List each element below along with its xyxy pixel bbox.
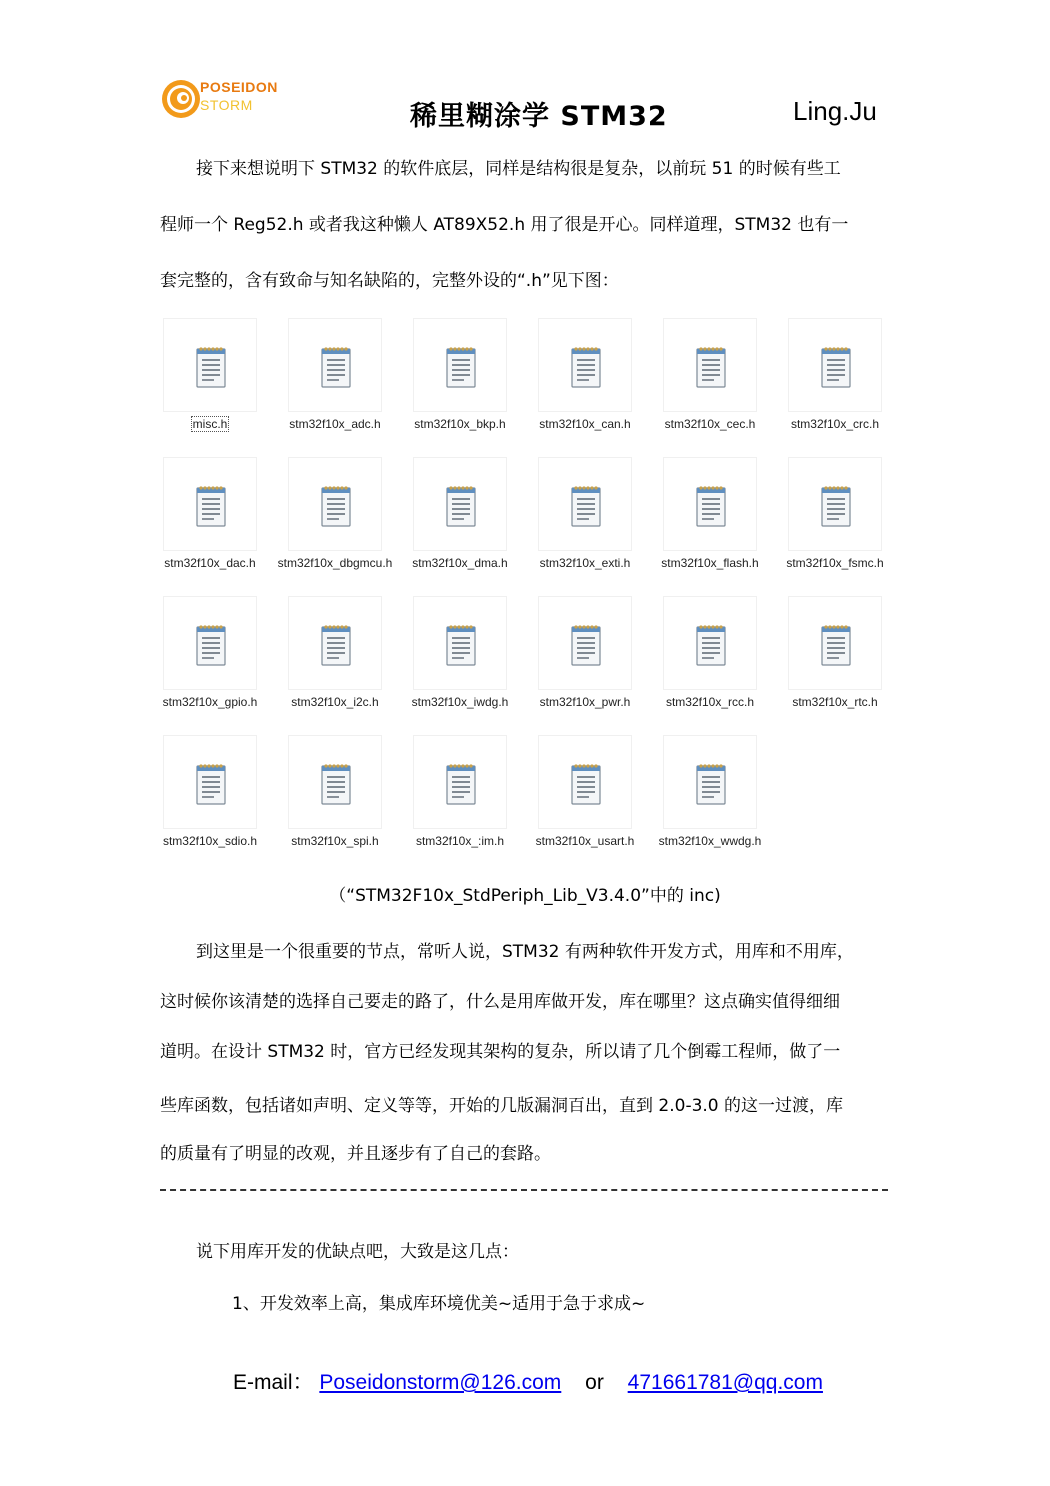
file-name-label — [515, 417, 655, 431]
swirl-logo-icon — [160, 78, 202, 120]
file-icon-item[interactable] — [275, 455, 395, 580]
notepad-file-icon — [444, 623, 478, 667]
file-name-text: stm32f10x_can.h — [539, 417, 631, 431]
notepad-file-icon — [194, 762, 228, 806]
file-icon-box[interactable] — [538, 457, 632, 551]
file-name-label — [140, 417, 280, 431]
file-name-text: stm32f10x_dbgmcu.h — [277, 556, 393, 570]
file-name-text: misc.h — [192, 417, 228, 431]
notepad-file-icon — [444, 484, 478, 528]
file-name-label — [265, 556, 405, 570]
file-icon-item[interactable] — [400, 594, 520, 719]
notepad-file-icon — [569, 623, 603, 667]
file-name-label — [515, 834, 655, 848]
file-icon-box[interactable] — [413, 457, 507, 551]
file-icon-item[interactable] — [275, 733, 395, 858]
file-icon-box[interactable] — [413, 318, 507, 412]
poseidon-storm-logo — [160, 76, 300, 122]
file-icon-box[interactable] — [163, 596, 257, 690]
notepad-file-icon — [569, 762, 603, 806]
file-icon-item[interactable] — [775, 316, 895, 441]
body-line: 的质量有了明显的改观，并且逐步有了自己的套路。 — [160, 1144, 551, 1164]
logo-text-storm: STORM — [200, 97, 253, 113]
notepad-file-icon — [694, 484, 728, 528]
notepad-file-icon — [694, 762, 728, 806]
file-icon-box[interactable] — [663, 457, 757, 551]
notepad-file-icon — [694, 623, 728, 667]
email-label: E-mail： — [233, 1371, 314, 1394]
file-name-label — [265, 417, 405, 431]
file-name-label — [390, 695, 530, 709]
file-icon-item[interactable] — [275, 316, 395, 441]
file-name-text: stm32f10x_exti.h — [539, 556, 631, 570]
file-icon-box[interactable] — [288, 735, 382, 829]
file-icon-box[interactable] — [663, 735, 757, 829]
notepad-file-icon — [194, 623, 228, 667]
file-icon-box[interactable] — [663, 596, 757, 690]
file-icon-item[interactable] — [525, 455, 645, 580]
intro-line: 套完整的，含有致命与知名缺陷的，完整外设的“.h”见下图： — [160, 271, 619, 291]
file-name-label — [140, 834, 280, 848]
logo-text-poseidon: POSEIDON — [200, 79, 278, 95]
file-name-text: stm32f10x_crc.h — [790, 417, 880, 431]
file-icon-box[interactable] — [413, 735, 507, 829]
notepad-file-icon — [819, 623, 853, 667]
footer-contact — [233, 1366, 823, 1396]
file-name-text: stm32f10x_rtc.h — [792, 695, 878, 709]
file-icon-item[interactable] — [400, 455, 520, 580]
file-icon-box[interactable] — [538, 318, 632, 412]
notepad-file-icon — [569, 345, 603, 389]
file-name-label — [640, 695, 780, 709]
file-icon-item[interactable] — [775, 455, 895, 580]
notepad-file-icon — [194, 484, 228, 528]
file-icon-item[interactable] — [150, 594, 270, 719]
file-icon-box[interactable] — [288, 318, 382, 412]
body-line: 道明。在设计 STM32 时，官方已经发现其架构的复杂，所以请了几个倒霉工程师，做了一 — [160, 1042, 841, 1062]
author-name: Ling.Ju — [793, 96, 877, 126]
intro-line: 程师一个 Reg52.h 或者我这种懒人 AT89X52.h 用了很是开心。同样道理，STM32 也有一 — [160, 215, 849, 235]
file-icon-item[interactable] — [150, 455, 270, 580]
file-name-label — [515, 695, 655, 709]
notepad-file-icon — [194, 345, 228, 389]
notepad-file-icon — [444, 762, 478, 806]
notepad-file-icon — [819, 484, 853, 528]
notepad-file-icon — [444, 345, 478, 389]
pros-item-1: 1、开发效率上高，集成库环境优美~适用于急于求成~ — [232, 1294, 646, 1314]
file-icon-box[interactable] — [288, 457, 382, 551]
file-name-text: stm32f10x_gpio.h — [162, 695, 258, 709]
file-icon-item[interactable] — [650, 316, 770, 441]
file-icon-box[interactable] — [288, 596, 382, 690]
dashed-divider — [160, 1189, 888, 1191]
file-name-label — [765, 417, 905, 431]
notepad-file-icon — [319, 345, 353, 389]
file-name-text: stm32f10x_i2c.h — [291, 695, 379, 709]
file-name-label — [640, 417, 780, 431]
file-icon-box[interactable] — [163, 457, 257, 551]
file-name-label — [640, 834, 780, 848]
body-line: 这时候你该清楚的选择自己要走的路了，什么是用库做开发，库在哪里？这点确实值得细细 — [160, 992, 840, 1012]
email-link-126[interactable]: Poseidonstorm@126.com — [319, 1371, 562, 1394]
file-icon-box[interactable] — [538, 596, 632, 690]
file-icon-box[interactable] — [788, 318, 882, 412]
file-icon-box[interactable] — [163, 735, 257, 829]
file-name-label — [640, 556, 780, 570]
file-name-text: stm32f10x_flash.h — [661, 556, 759, 570]
notepad-file-icon — [569, 484, 603, 528]
file-icon-item[interactable] — [150, 316, 270, 441]
notepad-file-icon — [319, 484, 353, 528]
file-name-label — [765, 556, 905, 570]
file-name-label — [265, 834, 405, 848]
file-name-label — [515, 556, 655, 570]
figure-caption: （“STM32F10x_StdPeriph_Lib_V3.4.0”中的 inc) — [329, 886, 721, 906]
file-name-text: stm32f10x_cec.h — [664, 417, 756, 431]
body-line: 些库函数，包括诸如声明、定义等等，开始的几版漏洞百出，直到 2.0-3.0 的这一过渡，库 — [160, 1096, 844, 1116]
file-icon-box[interactable] — [788, 596, 882, 690]
or-text: or — [585, 1371, 604, 1394]
file-name-text: stm32f10x_dac.h — [164, 556, 256, 570]
file-name-text: stm32f10x_spi.h — [291, 834, 379, 848]
file-icon-item[interactable] — [400, 733, 520, 858]
notepad-file-icon — [694, 345, 728, 389]
notepad-file-icon — [819, 345, 853, 389]
file-name-label — [390, 417, 530, 431]
file-icon-item[interactable] — [775, 594, 895, 719]
file-name-label — [265, 695, 405, 709]
file-name-label — [390, 556, 530, 570]
file-name-text: stm32f10x_iwdg.h — [411, 695, 509, 709]
file-name-label — [140, 695, 280, 709]
file-icon-item[interactable] — [650, 594, 770, 719]
file-name-text: stm32f10x_usart.h — [535, 834, 635, 848]
notepad-file-icon — [319, 623, 353, 667]
body-line: 到这里是一个很重要的节点，常听人说，STM32 有两种软件开发方式，用库和不用库， — [196, 942, 854, 962]
intro-line: 接下来想说明下 STM32 的软件底层，同样是结构很是复杂，以前玩 51 的时候有些工 — [196, 159, 841, 179]
page-title: 稀里糊涂学 STM32 — [410, 101, 668, 132]
file-icon-item[interactable] — [150, 733, 270, 858]
file-icon-box[interactable] — [663, 318, 757, 412]
file-icon-item[interactable] — [525, 733, 645, 858]
file-name-text: stm32f10x_fsmc.h — [786, 556, 884, 570]
file-icon-box[interactable] — [413, 596, 507, 690]
file-name-text: stm32f10x_bkp.h — [414, 417, 506, 431]
notepad-file-icon — [319, 762, 353, 806]
file-name-text: stm32f10x_adc.h — [289, 417, 381, 431]
file-name-text: stm32f10x_wwdg.h — [658, 834, 762, 848]
file-name-text: stm32f10x_dma.h — [412, 556, 508, 570]
file-name-label — [765, 695, 905, 709]
email-link-qq[interactable]: 471661781@qq.com — [627, 1371, 823, 1394]
file-icon-item[interactable] — [650, 455, 770, 580]
file-icon-box[interactable] — [163, 318, 257, 412]
file-icon-box[interactable] — [788, 457, 882, 551]
file-name-label — [140, 556, 280, 570]
pros-intro: 说下用库开发的优缺点吧，大致是这几点： — [196, 1242, 519, 1262]
file-name-text: stm32f10x_pwr.h — [539, 695, 631, 709]
file-name-text: stm32f10x_sdio.h — [162, 834, 258, 848]
file-name-label — [390, 834, 530, 848]
file-icon-item[interactable] — [650, 733, 770, 858]
file-icon-item[interactable] — [525, 316, 645, 441]
file-icon-item[interactable] — [275, 594, 395, 719]
file-icon-item[interactable] — [525, 594, 645, 719]
file-icon-item[interactable] — [400, 316, 520, 441]
file-name-text: stm32f10x_:im.h — [415, 834, 505, 848]
file-icon-grid — [150, 316, 910, 856]
file-name-text: stm32f10x_rcc.h — [665, 695, 755, 709]
file-icon-box[interactable] — [538, 735, 632, 829]
